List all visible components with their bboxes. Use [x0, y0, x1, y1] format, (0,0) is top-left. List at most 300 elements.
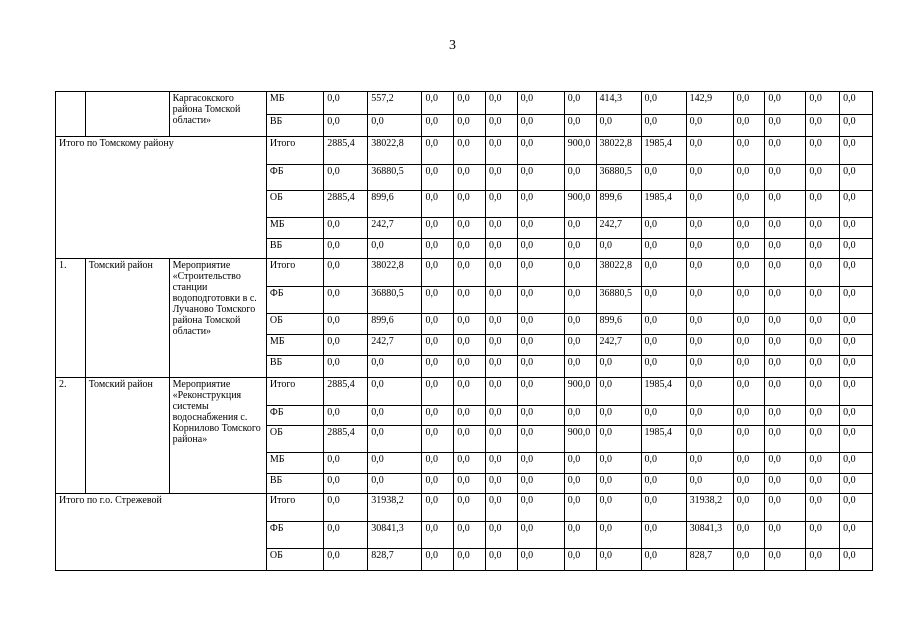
value-cell: 0,0	[806, 494, 840, 522]
value-cell: 0,0	[733, 549, 765, 571]
value-cell: 0,0	[765, 191, 806, 218]
value-cell: 0,0	[641, 549, 686, 571]
page-number: 3	[449, 38, 456, 53]
funding-source-cell: ОБ	[266, 426, 323, 453]
funding-source-cell: ФБ	[266, 287, 323, 314]
value-cell: 0,0	[517, 287, 564, 314]
value-cell: 0,0	[806, 522, 840, 549]
value-cell: 36880,5	[596, 165, 641, 191]
value-cell: 0,0	[422, 378, 454, 406]
value-cell: 0,0	[517, 453, 564, 474]
value-cell: 0,0	[485, 137, 517, 165]
value-cell: 0,0	[733, 356, 765, 378]
value-cell: 0,0	[324, 494, 368, 522]
value-cell: 0,0	[765, 356, 806, 378]
value-cell: 0,0	[641, 406, 686, 426]
funding-table	[55, 91, 873, 571]
value-cell: 0,0	[765, 335, 806, 356]
value-cell: 0,0	[454, 474, 486, 494]
group-total-label: Итого по Томскому району	[56, 137, 267, 259]
value-cell: 0,0	[806, 92, 840, 115]
value-cell: 0,0	[517, 314, 564, 335]
value-cell: 0,0	[454, 92, 486, 115]
value-cell: 1985,4	[641, 137, 686, 165]
value-cell: 0,0	[840, 92, 873, 115]
value-cell: 0,0	[564, 474, 596, 494]
value-cell: 0,0	[324, 549, 368, 571]
value-cell: 142,9	[686, 92, 733, 115]
value-cell: 0,0	[454, 494, 486, 522]
value-cell: 0,0	[641, 314, 686, 335]
value-cell: 899,6	[368, 191, 422, 218]
value-cell: 0,0	[564, 239, 596, 259]
value-cell: 0,0	[733, 314, 765, 335]
value-cell: 0,0	[686, 191, 733, 218]
value-cell: 0,0	[806, 453, 840, 474]
value-cell: 0,0	[454, 115, 486, 137]
value-cell: 0,0	[454, 218, 486, 239]
value-cell: 0,0	[422, 453, 454, 474]
value-cell: 0,0	[324, 356, 368, 378]
value-cell: 0,0	[765, 314, 806, 335]
value-cell: 0,0	[517, 378, 564, 406]
value-cell: 0,0	[806, 356, 840, 378]
value-cell: 0,0	[517, 92, 564, 115]
value-cell: 242,7	[596, 335, 641, 356]
value-cell: 0,0	[806, 314, 840, 335]
value-cell: 0,0	[806, 287, 840, 314]
value-cell: 0,0	[422, 165, 454, 191]
value-cell: 36880,5	[368, 165, 422, 191]
value-cell: 0,0	[733, 522, 765, 549]
value-cell: 0,0	[485, 218, 517, 239]
value-cell: 0,0	[806, 549, 840, 571]
value-cell: 0,0	[324, 92, 368, 115]
value-cell: 0,0	[454, 453, 486, 474]
value-cell: 0,0	[422, 115, 454, 137]
value-cell: 0,0	[765, 378, 806, 406]
value-cell: 0,0	[733, 191, 765, 218]
value-cell: 0,0	[517, 218, 564, 239]
value-cell: 0,0	[454, 378, 486, 406]
value-cell: 242,7	[368, 218, 422, 239]
value-cell: 557,2	[368, 92, 422, 115]
value-cell: 0,0	[733, 287, 765, 314]
value-cell: 0,0	[686, 137, 733, 165]
table-row	[56, 92, 873, 115]
value-cell: 0,0	[485, 494, 517, 522]
value-cell: 0,0	[368, 426, 422, 453]
value-cell: 0,0	[596, 453, 641, 474]
value-cell: 0,0	[422, 218, 454, 239]
value-cell: 0,0	[422, 494, 454, 522]
table-row	[56, 259, 873, 287]
funding-source-cell: МБ	[266, 335, 323, 356]
value-cell: 0,0	[765, 549, 806, 571]
value-cell: 0,0	[840, 549, 873, 571]
value-cell: 242,7	[596, 218, 641, 239]
row-number-cell: 2.	[56, 378, 86, 494]
value-cell: 0,0	[806, 239, 840, 259]
value-cell: 0,0	[454, 549, 486, 571]
value-cell: 0,0	[806, 115, 840, 137]
value-cell: 0,0	[564, 549, 596, 571]
value-cell: 0,0	[686, 165, 733, 191]
funding-source-cell: ВБ	[266, 115, 323, 137]
value-cell: 0,0	[564, 522, 596, 549]
value-cell: 0,0	[840, 239, 873, 259]
municipality-cell: Томский район	[85, 378, 169, 494]
value-cell: 828,7	[686, 549, 733, 571]
value-cell: 0,0	[806, 218, 840, 239]
funding-source-cell: ВБ	[266, 356, 323, 378]
value-cell: 0,0	[840, 314, 873, 335]
value-cell: 0,0	[765, 522, 806, 549]
value-cell: 0,0	[641, 287, 686, 314]
value-cell: 0,0	[564, 453, 596, 474]
value-cell: 36880,5	[368, 287, 422, 314]
value-cell: 0,0	[485, 378, 517, 406]
funding-source-cell: МБ	[266, 218, 323, 239]
value-cell: 0,0	[733, 426, 765, 453]
value-cell: 0,0	[422, 406, 454, 426]
value-cell: 30841,3	[686, 522, 733, 549]
value-cell: 0,0	[641, 494, 686, 522]
value-cell: 0,0	[806, 474, 840, 494]
value-cell: 0,0	[517, 406, 564, 426]
value-cell: 0,0	[806, 191, 840, 218]
funding-source-cell: ВБ	[266, 239, 323, 259]
row-number-cell: 1.	[56, 259, 86, 378]
value-cell: 0,0	[564, 287, 596, 314]
value-cell: 0,0	[840, 356, 873, 378]
value-cell: 0,0	[596, 115, 641, 137]
value-cell: 0,0	[806, 259, 840, 287]
value-cell: 38022,8	[596, 259, 641, 287]
value-cell: 0,0	[422, 335, 454, 356]
value-cell: 0,0	[485, 165, 517, 191]
value-cell: 0,0	[517, 259, 564, 287]
value-cell: 0,0	[485, 549, 517, 571]
value-cell: 0,0	[596, 522, 641, 549]
value-cell: 0,0	[485, 259, 517, 287]
value-cell: 899,6	[596, 314, 641, 335]
value-cell: 1985,4	[641, 378, 686, 406]
value-cell: 0,0	[596, 378, 641, 406]
value-cell: 38022,8	[368, 137, 422, 165]
value-cell: 242,7	[368, 335, 422, 356]
value-cell: 0,0	[517, 335, 564, 356]
value-cell: 0,0	[324, 165, 368, 191]
value-cell: 0,0	[485, 314, 517, 335]
value-cell: 828,7	[368, 549, 422, 571]
project-description-cell: Мероприятие «Реконструкция системы водоснабжения с. Корнилово Томского района»	[169, 378, 266, 494]
value-cell: 0,0	[596, 239, 641, 259]
value-cell: 0,0	[454, 165, 486, 191]
value-cell: 0,0	[596, 474, 641, 494]
value-cell: 0,0	[517, 165, 564, 191]
value-cell: 0,0	[641, 474, 686, 494]
value-cell: 899,6	[596, 191, 641, 218]
value-cell: 0,0	[517, 137, 564, 165]
value-cell: 0,0	[564, 218, 596, 239]
value-cell: 899,6	[368, 314, 422, 335]
funding-source-cell: ФБ	[266, 165, 323, 191]
value-cell: 0,0	[422, 137, 454, 165]
value-cell: 0,0	[422, 426, 454, 453]
value-cell: 0,0	[324, 218, 368, 239]
value-cell: 0,0	[733, 406, 765, 426]
value-cell: 0,0	[806, 378, 840, 406]
value-cell: 0,0	[324, 115, 368, 137]
value-cell: 0,0	[765, 406, 806, 426]
value-cell: 0,0	[485, 92, 517, 115]
value-cell: 1985,4	[641, 191, 686, 218]
value-cell: 0,0	[733, 378, 765, 406]
value-cell: 0,0	[765, 453, 806, 474]
value-cell: 0,0	[840, 474, 873, 494]
value-cell: 900,0	[564, 191, 596, 218]
value-cell: 0,0	[733, 239, 765, 259]
value-cell: 0,0	[564, 259, 596, 287]
value-cell: 0,0	[422, 314, 454, 335]
value-cell: 0,0	[686, 259, 733, 287]
value-cell: 0,0	[517, 494, 564, 522]
value-cell: 0,0	[686, 218, 733, 239]
project-description-cell: Каргасокского района Томской области»	[169, 92, 266, 137]
value-cell: 0,0	[517, 191, 564, 218]
value-cell: 0,0	[485, 453, 517, 474]
value-cell: 0,0	[454, 426, 486, 453]
funding-source-cell: ФБ	[266, 522, 323, 549]
value-cell: 0,0	[454, 356, 486, 378]
value-cell: 0,0	[733, 474, 765, 494]
funding-source-cell: Итого	[266, 137, 323, 165]
value-cell: 0,0	[765, 287, 806, 314]
value-cell: 0,0	[324, 314, 368, 335]
value-cell: 2885,4	[324, 137, 368, 165]
value-cell: 0,0	[422, 356, 454, 378]
value-cell: 0,0	[686, 115, 733, 137]
value-cell: 0,0	[806, 137, 840, 165]
value-cell: 0,0	[368, 378, 422, 406]
table-row	[56, 494, 873, 522]
value-cell: 0,0	[686, 239, 733, 259]
value-cell: 0,0	[517, 474, 564, 494]
value-cell: 0,0	[368, 115, 422, 137]
value-cell: 0,0	[596, 356, 641, 378]
value-cell	[56, 92, 86, 137]
value-cell: 31938,2	[686, 494, 733, 522]
value-cell: 0,0	[765, 426, 806, 453]
value-cell: 0,0	[840, 191, 873, 218]
value-cell: 0,0	[324, 239, 368, 259]
value-cell: 0,0	[517, 239, 564, 259]
value-cell: 0,0	[596, 426, 641, 453]
value-cell: 0,0	[454, 191, 486, 218]
value-cell: 0,0	[765, 239, 806, 259]
value-cell: 31938,2	[368, 494, 422, 522]
value-cell: 0,0	[840, 426, 873, 453]
value-cell: 0,0	[765, 115, 806, 137]
value-cell: 0,0	[733, 453, 765, 474]
value-cell: 0,0	[454, 314, 486, 335]
value-cell: 0,0	[641, 522, 686, 549]
value-cell	[85, 92, 169, 137]
value-cell: 0,0	[517, 356, 564, 378]
value-cell: 0,0	[840, 335, 873, 356]
value-cell: 0,0	[324, 335, 368, 356]
value-cell: 0,0	[840, 218, 873, 239]
value-cell: 0,0	[733, 137, 765, 165]
value-cell: 0,0	[368, 406, 422, 426]
value-cell: 0,0	[564, 165, 596, 191]
value-cell: 0,0	[454, 287, 486, 314]
value-cell: 0,0	[517, 115, 564, 137]
value-cell: 0,0	[324, 453, 368, 474]
value-cell: 0,0	[454, 406, 486, 426]
value-cell: 0,0	[596, 406, 641, 426]
value-cell: 0,0	[422, 92, 454, 115]
project-description-cell: Мероприятие «Строительство станции водоподготовки в с. Лучаново Томского района Томской области»	[169, 259, 266, 378]
value-cell: 38022,8	[368, 259, 422, 287]
value-cell: 0,0	[641, 356, 686, 378]
value-cell: 0,0	[686, 356, 733, 378]
funding-source-cell: Итого	[266, 378, 323, 406]
value-cell: 0,0	[840, 115, 873, 137]
value-cell: 0,0	[686, 335, 733, 356]
value-cell: 1985,4	[641, 426, 686, 453]
value-cell: 0,0	[485, 115, 517, 137]
value-cell: 0,0	[422, 474, 454, 494]
value-cell: 36880,5	[596, 287, 641, 314]
value-cell: 0,0	[765, 137, 806, 165]
value-cell: 0,0	[368, 453, 422, 474]
value-cell: 0,0	[686, 426, 733, 453]
value-cell: 0,0	[564, 335, 596, 356]
value-cell: 0,0	[641, 165, 686, 191]
value-cell: 0,0	[517, 549, 564, 571]
value-cell: 0,0	[840, 287, 873, 314]
value-cell: 0,0	[485, 191, 517, 218]
value-cell: 0,0	[564, 406, 596, 426]
funding-source-cell: ОБ	[266, 191, 323, 218]
value-cell: 0,0	[422, 522, 454, 549]
value-cell: 0,0	[564, 314, 596, 335]
value-cell: 0,0	[686, 314, 733, 335]
value-cell: 0,0	[686, 453, 733, 474]
value-cell: 0,0	[641, 335, 686, 356]
value-cell: 0,0	[686, 378, 733, 406]
value-cell: 0,0	[517, 522, 564, 549]
value-cell: 0,0	[422, 259, 454, 287]
value-cell: 0,0	[324, 287, 368, 314]
value-cell: 0,0	[485, 474, 517, 494]
municipality-cell: Томский район	[85, 259, 169, 378]
value-cell: 0,0	[422, 239, 454, 259]
value-cell: 0,0	[324, 522, 368, 549]
value-cell: 0,0	[422, 549, 454, 571]
funding-source-cell: ВБ	[266, 474, 323, 494]
value-cell: 0,0	[765, 474, 806, 494]
value-cell: 0,0	[765, 92, 806, 115]
value-cell: 0,0	[641, 453, 686, 474]
funding-source-cell: ОБ	[266, 549, 323, 571]
value-cell: 0,0	[733, 92, 765, 115]
value-cell: 900,0	[564, 378, 596, 406]
value-cell: 0,0	[368, 239, 422, 259]
value-cell: 0,0	[733, 259, 765, 287]
value-cell: 0,0	[840, 453, 873, 474]
value-cell: 0,0	[454, 522, 486, 549]
value-cell: 0,0	[454, 137, 486, 165]
value-cell: 0,0	[422, 191, 454, 218]
funding-source-cell: Итого	[266, 494, 323, 522]
value-cell: 0,0	[765, 259, 806, 287]
value-cell: 0,0	[596, 494, 641, 522]
funding-source-cell: Итого	[266, 259, 323, 287]
value-cell: 0,0	[840, 522, 873, 549]
value-cell: 0,0	[765, 494, 806, 522]
value-cell: 2885,4	[324, 191, 368, 218]
funding-source-cell: МБ	[266, 92, 323, 115]
value-cell: 0,0	[485, 356, 517, 378]
value-cell: 0,0	[641, 115, 686, 137]
table-row	[56, 137, 873, 165]
value-cell: 0,0	[368, 356, 422, 378]
value-cell: 0,0	[765, 218, 806, 239]
value-cell: 0,0	[324, 259, 368, 287]
value-cell: 0,0	[454, 239, 486, 259]
value-cell: 0,0	[641, 92, 686, 115]
value-cell: 0,0	[368, 474, 422, 494]
value-cell: 0,0	[641, 218, 686, 239]
value-cell: 0,0	[485, 335, 517, 356]
value-cell: 0,0	[564, 494, 596, 522]
funding-source-cell: ФБ	[266, 406, 323, 426]
value-cell: 0,0	[454, 259, 486, 287]
value-cell: 414,3	[596, 92, 641, 115]
value-cell: 0,0	[806, 165, 840, 191]
value-cell: 0,0	[765, 165, 806, 191]
value-cell: 0,0	[840, 137, 873, 165]
value-cell: 0,0	[806, 406, 840, 426]
value-cell: 2885,4	[324, 378, 368, 406]
value-cell: 0,0	[840, 259, 873, 287]
value-cell: 0,0	[641, 259, 686, 287]
table-body	[56, 92, 873, 571]
value-cell: 0,0	[733, 115, 765, 137]
value-cell: 0,0	[485, 406, 517, 426]
value-cell: 0,0	[840, 494, 873, 522]
value-cell: 900,0	[564, 426, 596, 453]
value-cell: 0,0	[733, 165, 765, 191]
value-cell: 0,0	[733, 335, 765, 356]
value-cell: 900,0	[564, 137, 596, 165]
value-cell: 0,0	[485, 239, 517, 259]
value-cell: 0,0	[686, 287, 733, 314]
value-cell: 30841,3	[368, 522, 422, 549]
value-cell: 0,0	[641, 239, 686, 259]
value-cell: 0,0	[806, 335, 840, 356]
value-cell: 0,0	[564, 92, 596, 115]
value-cell: 0,0	[564, 356, 596, 378]
value-cell: 0,0	[485, 522, 517, 549]
value-cell: 0,0	[485, 426, 517, 453]
value-cell: 0,0	[564, 115, 596, 137]
funding-source-cell: ОБ	[266, 314, 323, 335]
value-cell: 0,0	[324, 474, 368, 494]
